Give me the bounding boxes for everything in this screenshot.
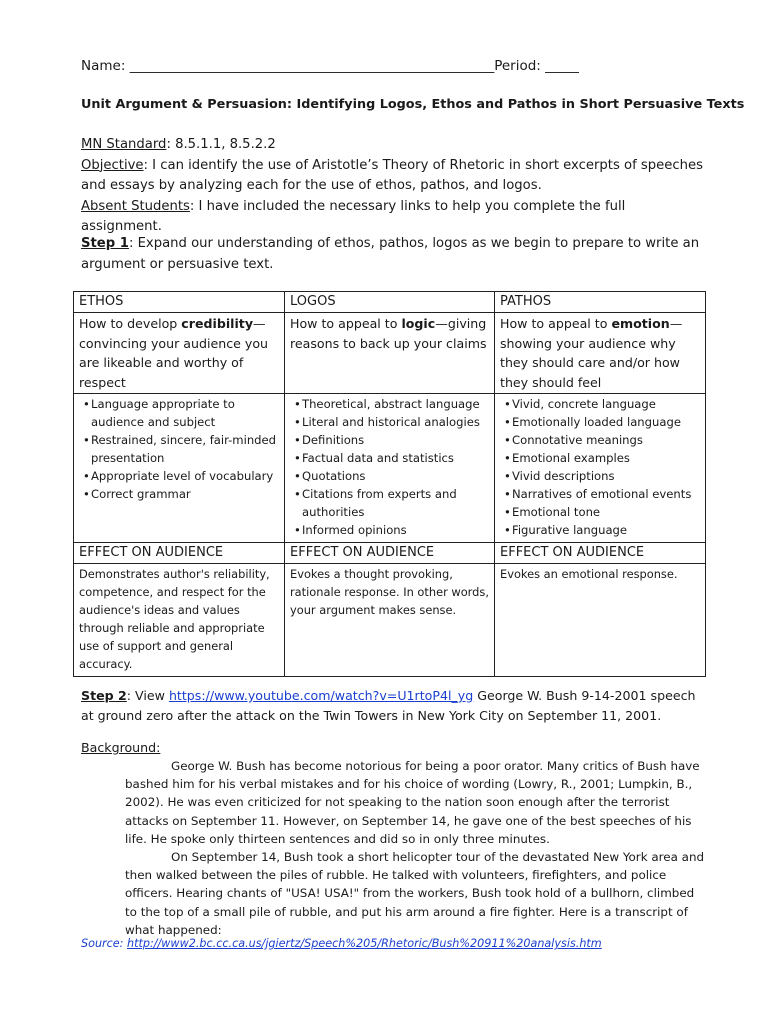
logos-desc-post: —giving reasons to back up your claims <box>290 316 487 351</box>
list-item: • Appropriate level of vocabulary <box>79 467 279 485</box>
pathos-desc-pre: How to appeal to <box>500 316 612 331</box>
table-list-row <box>74 394 706 543</box>
step1-label: Step 1 <box>81 236 129 251</box>
background-text <box>125 757 707 939</box>
objective-label: Objective <box>81 157 144 173</box>
ethos-desc-pre: How to develop <box>79 316 182 331</box>
pathos-desc-post: —showing your audience why they should care and/or how they should feel <box>500 316 683 390</box>
pathos-effect: Evokes an emotional response. <box>495 564 706 677</box>
list-item: • Definitions <box>290 431 489 449</box>
objective-line <box>81 156 706 197</box>
list-item: • Correct grammar <box>79 485 279 503</box>
ethos-effect: Demonstrates author's reliability, competence, and respect for the audience's ideas and values through reliable and appropriate use of support and general accuracy. <box>74 564 285 677</box>
name-period-line <box>81 58 579 74</box>
list-item: • Quotations <box>290 467 489 485</box>
step1-block <box>81 234 701 275</box>
list-item: • Language appropriate to audience and subject <box>79 395 279 431</box>
logos-desc-key: logic <box>401 316 436 331</box>
absent-text: : I have included the necessary links to help you complete the full assignment. <box>81 198 626 234</box>
standard-label: MN Standard <box>81 137 167 152</box>
step1-text: : Expand our understanding of ethos, pathos, logos as we begin to prepare to write an argument or persuasive text. <box>81 236 700 272</box>
effect-header-row <box>74 543 706 564</box>
list-item: • Vivid descriptions <box>500 467 700 485</box>
logos-desc <box>285 313 495 394</box>
step2-label: Step 2 <box>81 688 127 703</box>
effect-header-pathos: EFFECT ON AUDIENCE <box>495 543 706 564</box>
pathos-desc <box>495 313 706 394</box>
effect-header-ethos: EFFECT ON AUDIENCE <box>74 543 285 564</box>
name-blank: ______________________________________________________ <box>129 58 495 74</box>
standard-line <box>81 135 706 156</box>
logos-list <box>290 395 489 539</box>
header-ethos: ETHOS <box>74 292 285 313</box>
table-header-row <box>74 292 706 313</box>
pathos-desc-key: emotion <box>611 316 670 331</box>
list-item: • Narratives of emotional events <box>500 485 700 503</box>
background-paragraph-2: On September 14, Bush took a short helicopter tour of the devastated New York area and then walked between the piles of rubble. He talked with volunteers, firefighters, and police officers. Hearing chants of "USA! USA!" from the workers, Bush took hold of a bullhorn, climbed to the top of a small pile of rubble, and put his arm around a fire fighter. Here is a transcript of what happened: <box>125 850 705 937</box>
page-title: Unit Argument & Persuasion: Identifying Logos, Ethos and Pathos in Short Persuasive Texts <box>81 97 745 112</box>
effect-header-logos: EFFECT ON AUDIENCE <box>285 543 495 564</box>
pathos-list <box>500 395 700 539</box>
list-item: • Connotative meanings <box>500 431 700 449</box>
period-blank: _____ <box>545 58 579 74</box>
list-item: • Emotional tone <box>500 503 700 521</box>
period-label: Period: <box>494 58 541 74</box>
source-line <box>81 937 602 950</box>
absent-line <box>81 197 706 238</box>
rhetoric-table <box>73 291 706 677</box>
standards-block <box>81 135 706 238</box>
step2-block <box>81 686 701 726</box>
list-item: • Emotionally loaded language <box>500 413 700 431</box>
ethos-list <box>79 395 279 503</box>
step2-pre: : View <box>126 688 169 703</box>
youtube-link[interactable]: https://www.youtube.com/watch?v=U1rtoP4l_yg <box>168 688 474 703</box>
source-label: Source: <box>81 937 127 950</box>
ethos-desc-post: —convincing your audience you are likeable and worthy of respect <box>79 316 269 390</box>
source-link[interactable]: http://www2.bc.cc.ca.us/jgiertz/Speech%205/Rhetoric/Bush%20911%20analysis.htm <box>127 937 602 950</box>
table-desc-row <box>74 313 706 394</box>
ethos-desc <box>74 313 285 394</box>
list-item: • Informed opinions <box>290 521 489 539</box>
list-item: • Literal and historical analogies <box>290 413 489 431</box>
list-item: • Restrained, sincere, fair-minded presentation <box>79 431 279 467</box>
effect-row <box>74 564 706 677</box>
step2-post: George W. Bush 9-14-2001 speech at ground zero after the attack on the Twin Towers in New York City on September 11, 2001. <box>81 688 696 723</box>
logos-effect: Evokes a thought provoking, rationale response. In other words, your argument makes sense. <box>285 564 495 677</box>
list-item: • Factual data and statistics <box>290 449 489 467</box>
list-item: • Citations from experts and authorities <box>290 485 489 521</box>
list-item: • Figurative language <box>500 521 700 539</box>
ethos-list-cell <box>74 394 285 543</box>
ethos-desc-key: credibility <box>181 316 254 331</box>
name-label: Name: <box>81 58 126 74</box>
list-item: • Emotional examples <box>500 449 700 467</box>
background-paragraph-1: George W. Bush has become notorious for being a poor orator. Many critics of Bush have bashed him for his verbal mistakes and for his choice of wording (Lowry, R., 2001; Lumpkin, B., 2002). He was even criticized for not speaking to the nation soon enough after the terrorist attacks on September 11. However, on September 14, he gave one of the best speeches of his life. He spoke only thirteen sentences and did so in only three minutes. <box>125 759 700 846</box>
objective-text: : I can identify the use of Aristotle’s Theory of Rhetoric in short excerpts of speeches and essays by analyzing each for the use of ethos, pathos, and logos. <box>81 157 703 193</box>
header-pathos: PATHOS <box>495 292 706 313</box>
list-item: • Theoretical, abstract language <box>290 395 489 413</box>
pathos-list-cell <box>495 394 706 543</box>
logos-list-cell <box>285 394 495 543</box>
background-label: Background: <box>81 740 161 755</box>
header-logos: LOGOS <box>285 292 495 313</box>
standard-text: : 8.5.1.1, 8.5.2.2 <box>166 137 276 152</box>
absent-label: Absent Students <box>81 198 190 214</box>
logos-desc-pre: How to appeal to <box>290 316 402 331</box>
list-item: • Vivid, concrete language <box>500 395 700 413</box>
